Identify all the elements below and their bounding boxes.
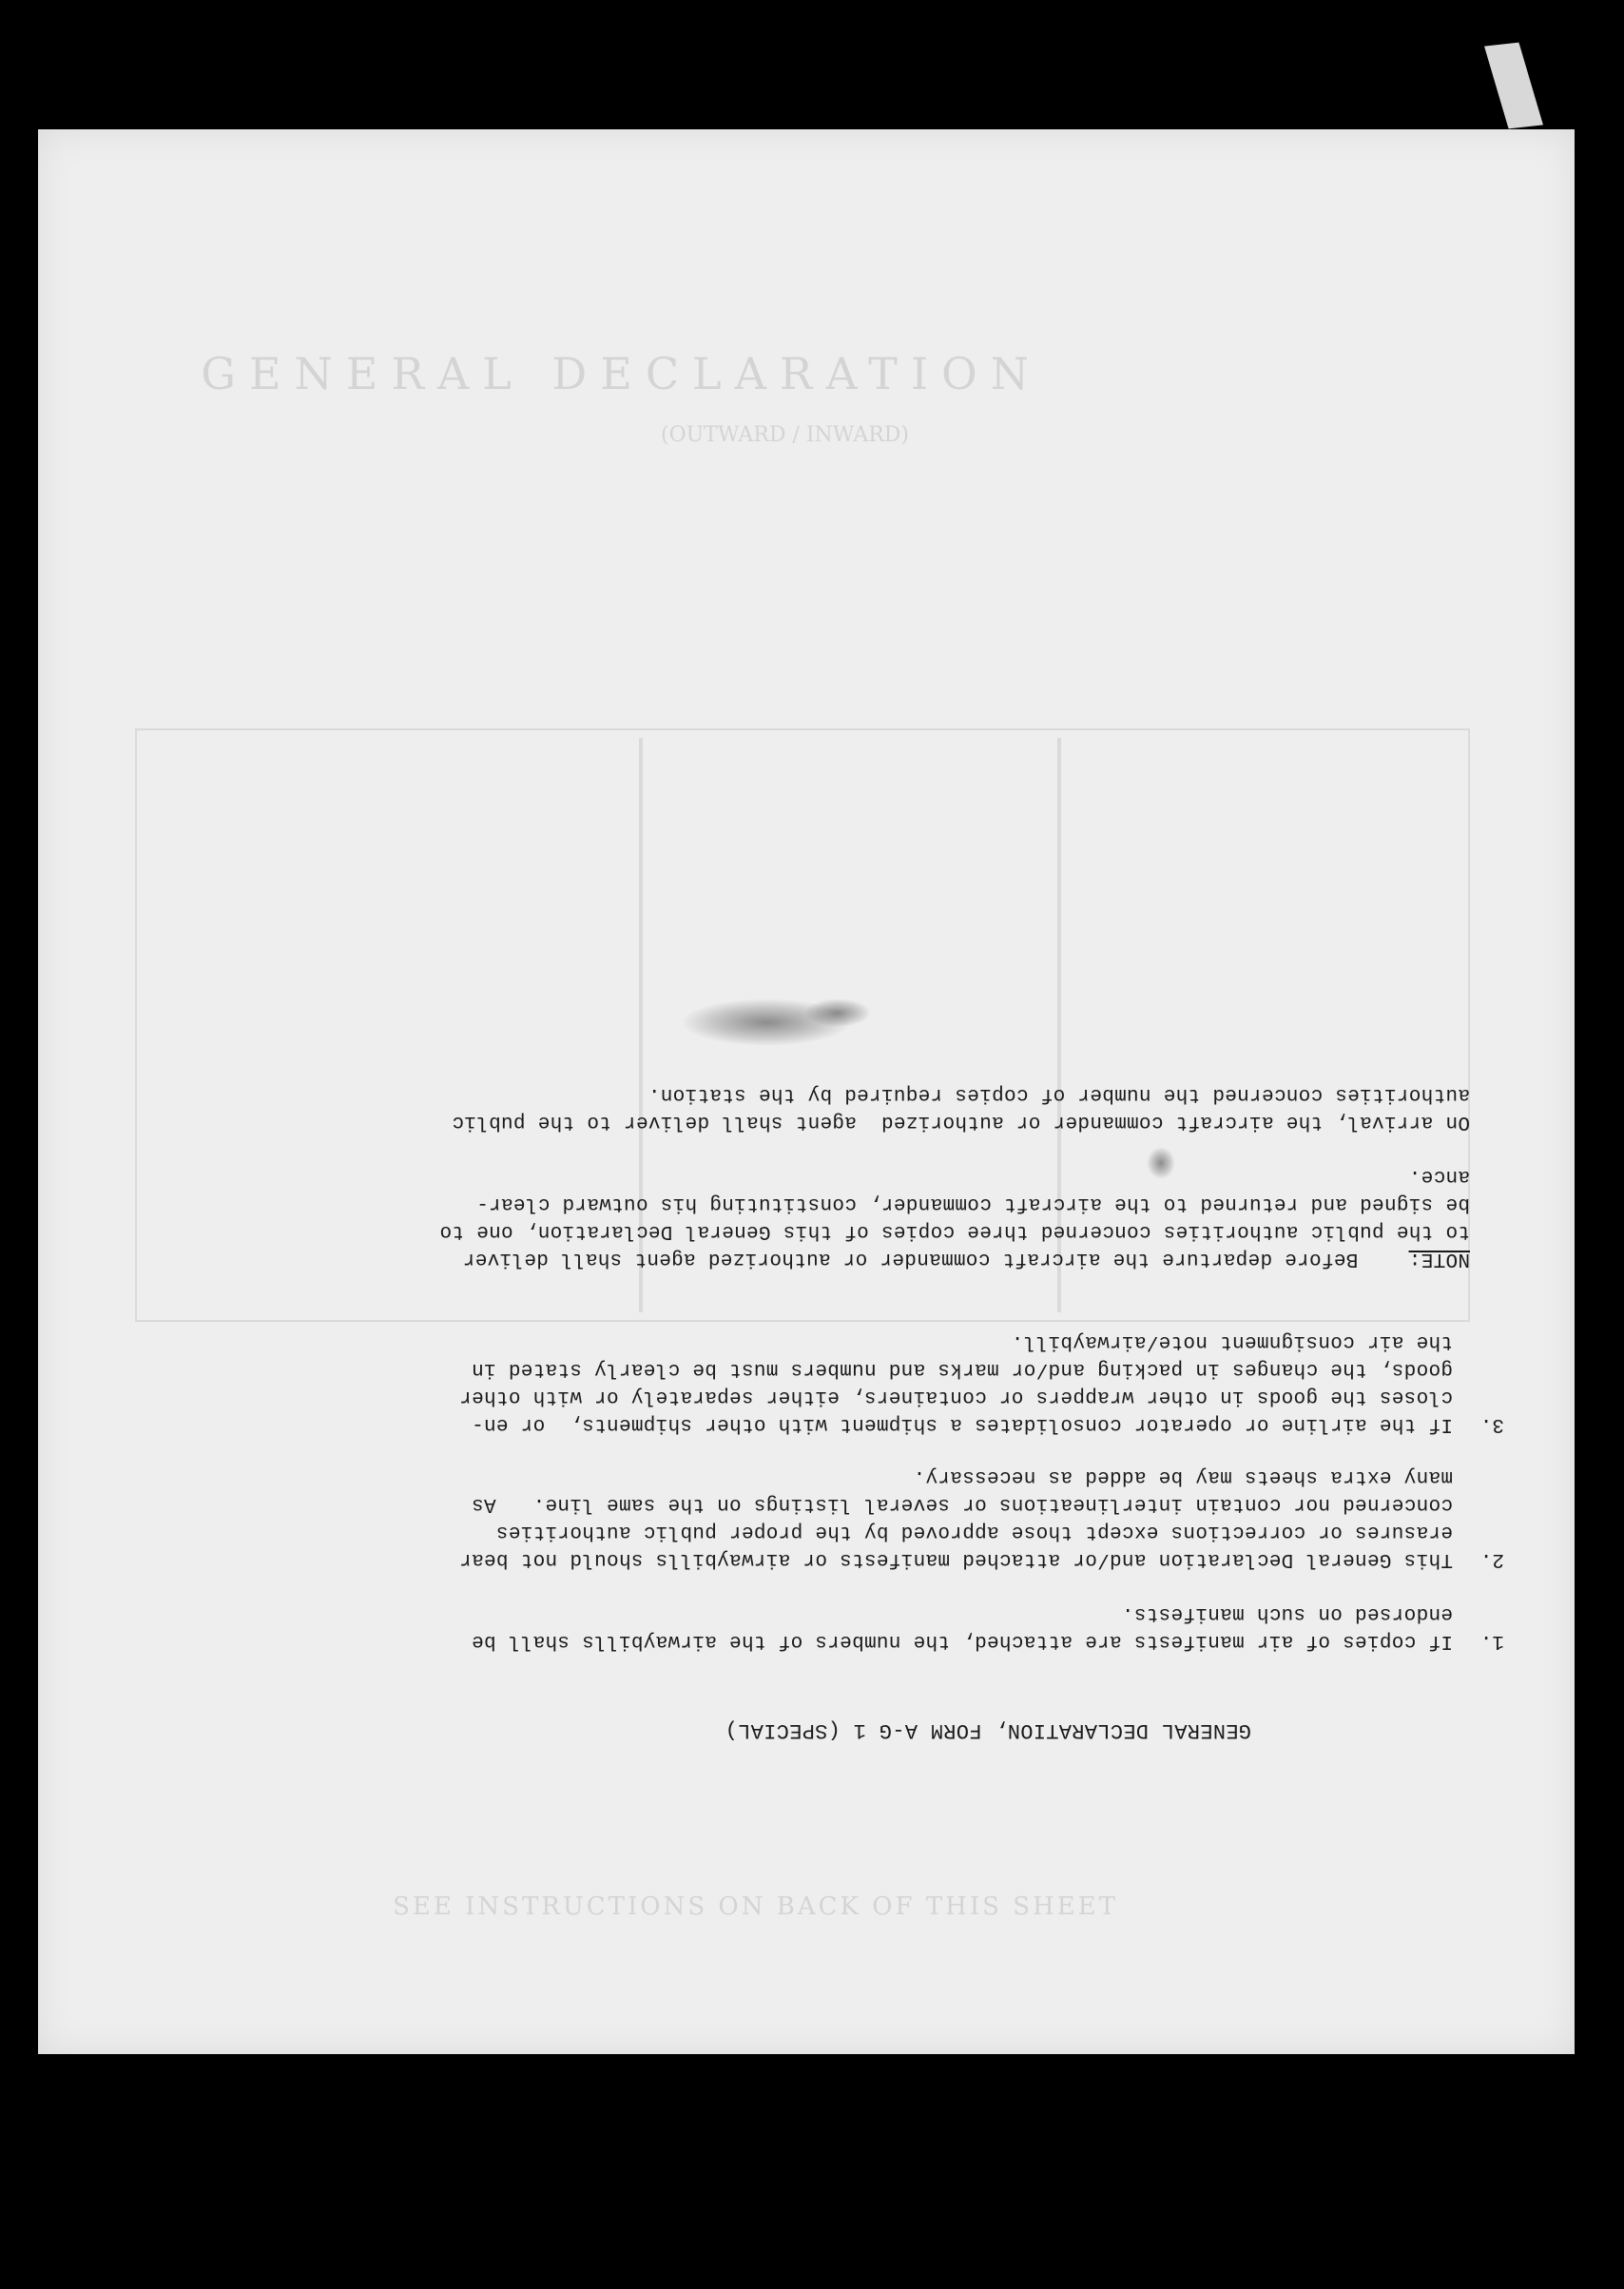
ink-smudge — [804, 999, 871, 1027]
item-line: endorsed on such manifests. — [1121, 1602, 1453, 1624]
item-number: 1. — [1479, 1630, 1504, 1652]
document-page — [38, 129, 1575, 2054]
note-line: Before departure the aircraft commander or authorized agent shall deliver — [462, 1248, 1407, 1270]
note-line: ance. — [1408, 1165, 1470, 1187]
bleed-through-header: GENERAL DECLARATION — [201, 348, 1042, 399]
document-title: GENERAL DECLARATION, FORM A-G 1 (SPECIAL) — [725, 1718, 1251, 1742]
item-number: 3. — [1479, 1413, 1504, 1435]
note-line: be signed and returned to the aircraft commander, constituting his outward clear- — [475, 1193, 1470, 1214]
item-line: This General Declaration and/or attached manifests or airwaybills should not bear — [458, 1548, 1453, 1570]
item-line: erasures or corrections except those approved by the proper public authorities — [495, 1521, 1453, 1542]
item-line: If copies of air manifests are attached, the numbers of the airwaybills shall be — [471, 1630, 1453, 1652]
torn-corner — [1477, 33, 1551, 137]
item-line: concerned nor contain interlineations or several listings on the same line. As — [471, 1493, 1453, 1515]
bleed-through-subtitle: (OUTWARD / INWARD) — [661, 423, 909, 447]
note-label: NOTE: — [1408, 1248, 1470, 1270]
item-line: If the airline or operator consolidates a shipment with other shipments, or en- — [471, 1413, 1453, 1435]
item-line: the air consignment note/airwaybill. — [1011, 1330, 1453, 1352]
bleed-through-footer: SEE INSTRUCTIONS ON BACK OF THIS SHEET — [393, 1892, 1118, 1921]
arrival-line: authorities concerned the number of copies required by the station. — [648, 1083, 1470, 1105]
item-number: 2. — [1479, 1548, 1504, 1570]
item-line: many extra sheets may be added as necessary. — [913, 1465, 1453, 1487]
ink-smudge — [1147, 1147, 1175, 1179]
item-line: goods, the changes in packing and/or marks and numbers must be clearly stated in — [471, 1358, 1453, 1380]
note-line: to the public authorities concerned three copies of this General Declaration, one to — [439, 1220, 1470, 1242]
item-line: closes the goods in other wrappers or containers, either separately or with other — [458, 1386, 1453, 1407]
arrival-line: On arrival, the aircraft commander or authorized agent shall deliver to the public — [452, 1111, 1470, 1133]
